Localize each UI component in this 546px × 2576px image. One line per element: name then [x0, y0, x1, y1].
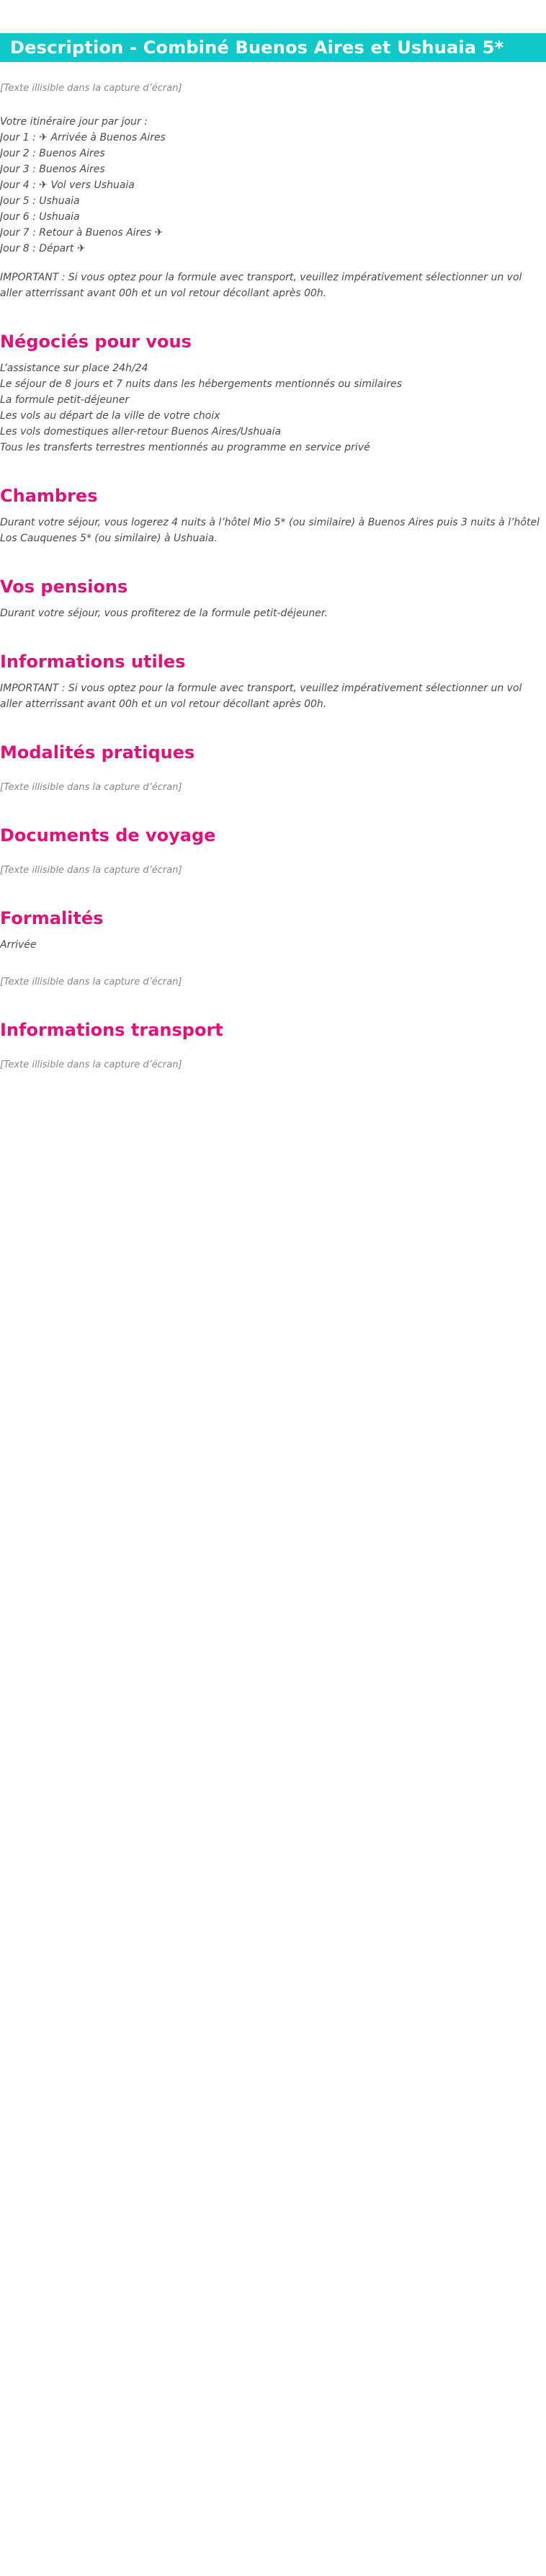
list-item: Les vols domestiques aller-retour Buenos Aires/Ushuaia [0, 426, 282, 438]
section-gap [0, 468, 546, 486]
section-description [0, 81, 546, 301]
spacer [0, 928, 546, 937]
list [0, 360, 546, 456]
spacer [0, 953, 546, 966]
section-pensions [0, 577, 546, 621]
section-title: Formalités [0, 908, 104, 928]
section-gap [0, 1085, 546, 1103]
list-item: Jour 8 : Départ ✈ [0, 243, 86, 254]
list-item: Jour 3 : Buenos Aires [0, 164, 105, 175]
content [0, 72, 546, 1103]
section-gap [0, 634, 546, 652]
section-negocies [0, 332, 546, 456]
list-item: L’assistance sur place 24h/24 [0, 363, 148, 374]
section-title: Modalités pratiques [0, 742, 195, 763]
list-item: Les vols au départ de la ville de votre choix [0, 410, 220, 422]
page-title-bar [0, 33, 546, 62]
paragraph: Durant votre séjour, vous profiterez de la formule petit-déjeuner. [0, 608, 328, 619]
page-title: Description - Combiné Buenos Aires et Ushuaia 5* [10, 37, 504, 58]
section-gap [0, 314, 546, 332]
section-transport [0, 1020, 546, 1072]
section-documents [0, 825, 546, 878]
paragraph: [Texte illisible dans la capture d’écran] [0, 977, 182, 987]
paragraph: [Texte illisible dans la capture d’écran] [0, 1060, 182, 1070]
section-title: Vos pensions [0, 577, 128, 597]
list-item: Jour 7 : Retour à Buenos Aires ✈ [0, 227, 164, 239]
paragraph: Arrivée [0, 939, 37, 951]
spacer [0, 105, 546, 114]
section-title: Informations utiles [0, 652, 186, 672]
list-item: Jour 4 : ✈ Vol vers Ushuaia [0, 179, 135, 191]
list-item: Jour 1 : ✈ Arrivée à Buenos Aires [0, 132, 166, 143]
paragraph: IMPORTANT : Si vous optez pour la formule avec transport, veuillez impérativement sélectionner un vol aller atterrissant avant 00h et un vol retour décollant après 00h. [0, 683, 522, 710]
spacer [0, 257, 546, 270]
spacer [0, 506, 546, 515]
section-chambres [0, 486, 546, 546]
paragraph: Durant votre séjour, vous logerez 4 nuits à l’hôtel Mio 5* (ou similaire) à Buenos Aires puis 3 nuits à l’hôtel Los Cauquenes 5* (ou similaire) à Ushuaia. [0, 517, 540, 544]
list-item: Jour 2 : Buenos Aires [0, 148, 105, 159]
list-label: Votre itinéraire jour par jour : [0, 116, 148, 128]
list-item: Le séjour de 8 jours et 7 nuits dans les hébergements mentionnés ou similaires [0, 378, 402, 390]
list-item: Tous les transferts terrestres mentionnés au programme en service privé [0, 442, 370, 453]
section-title: Informations transport [0, 1020, 223, 1040]
section-gap [0, 725, 546, 742]
section-title: Négociés pour vous [0, 332, 192, 352]
list [0, 130, 546, 257]
spacer [0, 845, 546, 854]
list-item: Jour 6 : Ushuaia [0, 211, 80, 223]
section-title: Chambres [0, 486, 98, 506]
section-gap [0, 891, 546, 908]
section-formalites [0, 908, 546, 990]
spacer [0, 672, 546, 680]
paragraph: IMPORTANT : Si vous optez pour la formule avec transport, veuillez impérativement sélectionner un vol aller atterrissant avant 00h et un vol retour décollant après 00h. [0, 272, 522, 299]
spacer [0, 352, 546, 360]
list-item: Jour 5 : Ushuaia [0, 195, 80, 207]
list-item: La formule petit-déjeuner [0, 394, 130, 406]
section-infos [0, 652, 546, 712]
section-gap [0, 1003, 546, 1020]
section-gap [0, 808, 546, 825]
paragraph: [Texte illisible dans la capture d’écran] [0, 865, 182, 876]
section-modalites [0, 742, 546, 795]
section-title: Documents de voyage [0, 825, 216, 845]
paragraph: [Texte illisible dans la capture d’écran] [0, 83, 182, 94]
paragraph: [Texte illisible dans la capture d’écran] [0, 782, 182, 793]
spacer [0, 1040, 546, 1049]
section-gap [0, 559, 546, 577]
spacer [0, 763, 546, 771]
spacer [0, 597, 546, 605]
